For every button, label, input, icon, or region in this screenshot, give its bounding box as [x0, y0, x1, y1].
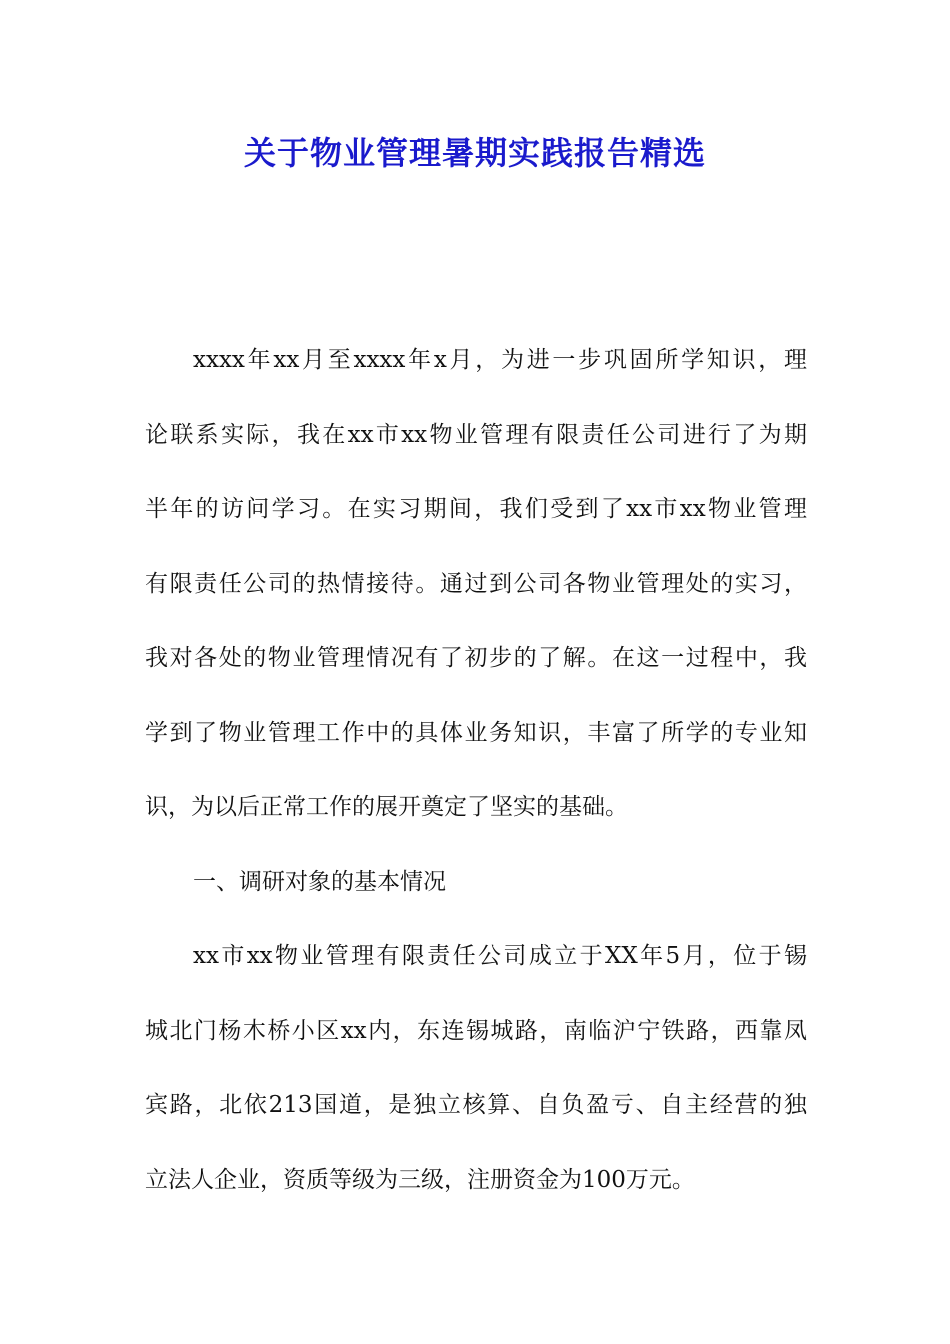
text-line: 立法人企业，资质等级为三级，注册资金为100万元。: [145, 1166, 695, 1193]
text-line: 识，为以后正常工作的展开奠定了坚实的基础。: [145, 794, 628, 820]
text-line: 论联系实际，我在xx市xx物业管理有限责任公司进行了为期: [145, 421, 807, 448]
text-line: 城北门杨木桥小区xx内，东连锡城路，南临沪宁铁路，西靠凤: [145, 1017, 807, 1044]
text-line: 宾路，北依213国道，是独立核算、自负盈亏、自主经营的独: [145, 1092, 807, 1118]
text-line: 半年的访问学习。在实习期间，我们受到了xx市xx物业管理: [145, 496, 807, 522]
section-heading: 一、调研对象的基本情况: [193, 868, 446, 895]
text-line: 有限责任公司的热情接待。通过到公司各物业管理处的实习，: [145, 570, 807, 597]
document-title: 关于物业管理暑期实践报告精选: [243, 134, 706, 172]
document-body: [145, 338, 807, 1232]
text-line: 学到了物业管理工作中的具体业务知识，丰富了所学的专业知: [145, 719, 807, 746]
text-line: xx市xx物业管理有限责任公司成立于XX年5月，位于锡: [193, 943, 807, 969]
text-line: xxxx年xx月至xxxx年x月，为进一步巩固所学知识，理: [193, 347, 807, 373]
text-line: 我对各处的物业管理情况有了初步的了解。在这一过程中，我: [145, 645, 807, 671]
